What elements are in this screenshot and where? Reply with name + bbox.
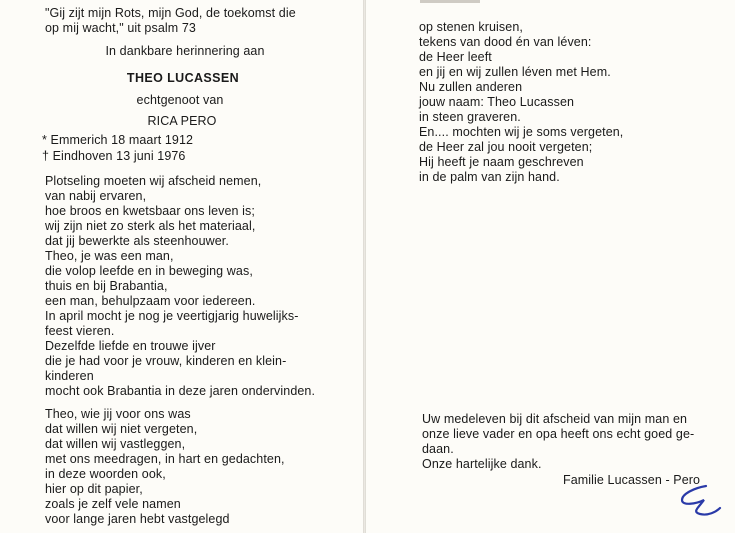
poem-line: die volop leefde en in beweging was, [45, 264, 253, 278]
deceased-name: THEO LUCASSEN [126, 71, 240, 85]
quote-line-2: op mij wacht," uit psalm 73 [45, 21, 196, 35]
poem-line: Nu zullen anderen [419, 80, 523, 94]
poem-line: dat willen wij vastleggen, [45, 437, 186, 451]
top-edge-mark [420, 0, 480, 3]
poem-line: en jij en wij zullen léven met Hem. [419, 65, 611, 79]
thanks-line: Onze hartelijke dank. [422, 457, 542, 471]
poem-line: In april mocht je nog je veertigjarig huwelijks- [45, 309, 299, 323]
relation: echtgenoot van [136, 93, 224, 107]
poem-line: Theo, wie jij voor ons was [45, 407, 191, 421]
handwritten-signature [676, 478, 726, 520]
birth-date: * Emmerich 18 maart 1912 [42, 133, 194, 147]
thanks-line: daan. [422, 442, 454, 456]
death-date: † Eindhoven 13 juni 1976 [42, 149, 186, 163]
poem-line: met ons meedragen, in hart en gedachten, [45, 452, 285, 466]
poem-line: hier op dit papier, [45, 482, 143, 496]
poem-line: de Heer leeft [419, 50, 492, 64]
poem-line: mocht ook Brabantia in deze jaren ondervinden. [45, 384, 316, 398]
family-signature-text: Familie Lucassen - Pero [563, 473, 701, 487]
poem-line: in steen graveren. [419, 110, 521, 124]
poem-line: feest vieren. [45, 324, 115, 338]
poem-line: op stenen kruisen, [419, 20, 523, 34]
poem-line: thuis en bij Brabantia, [45, 279, 168, 293]
poem-line: in deze woorden ook, [45, 467, 166, 481]
poem-line: dat jij bewerkte als steenhouwer. [45, 234, 229, 248]
poem-line: de Heer zal jou nooit vergeten; [419, 140, 593, 154]
quote-line-1: "Gij zijt mijn Rots, mijn God, de toekomst die [45, 6, 296, 20]
poem-line: Hij heeft je naam geschreven [419, 155, 584, 169]
thanks-line: Uw medeleven bij dit afscheid van mijn man en [422, 412, 688, 426]
poem-line: in de palm van zijn hand. [419, 170, 560, 184]
poem-line: jouw naam: Theo Lucassen [419, 95, 575, 109]
poem-line: tekens van dood én van léven: [419, 35, 592, 49]
poem-line: Dezelfde liefde en trouwe ijver [45, 339, 216, 353]
poem-line: van nabij ervaren, [45, 189, 147, 203]
poem-line: die je had voor je vrouw, kinderen en klein- [45, 354, 287, 368]
dedication: In dankbare herinnering aan [105, 44, 265, 58]
spouse-name: RICA PERO [147, 114, 217, 128]
poem-line: een man, behulpzaam voor iedereen. [45, 294, 256, 308]
poem-line: voor lange jaren hebt vastgelegd [45, 512, 230, 526]
poem-line: dat willen wij niet vergeten, [45, 422, 198, 436]
card-fold [363, 0, 366, 533]
poem-line: Theo, je was een man, [45, 249, 174, 263]
poem-line: kinderen [45, 369, 94, 383]
poem-line: En.... mochten wij je soms vergeten, [419, 125, 624, 139]
poem-line: hoe broos en kwetsbaar ons leven is; [45, 204, 255, 218]
poem-line: Plotseling moeten wij afscheid nemen, [45, 174, 262, 188]
poem-line: zoals je zelf vele namen [45, 497, 181, 511]
thanks-line: onze lieve vader en opa heeft ons echt goed ge- [422, 427, 695, 441]
poem-line: wij zijn niet zo sterk als het materiaal, [45, 219, 256, 233]
